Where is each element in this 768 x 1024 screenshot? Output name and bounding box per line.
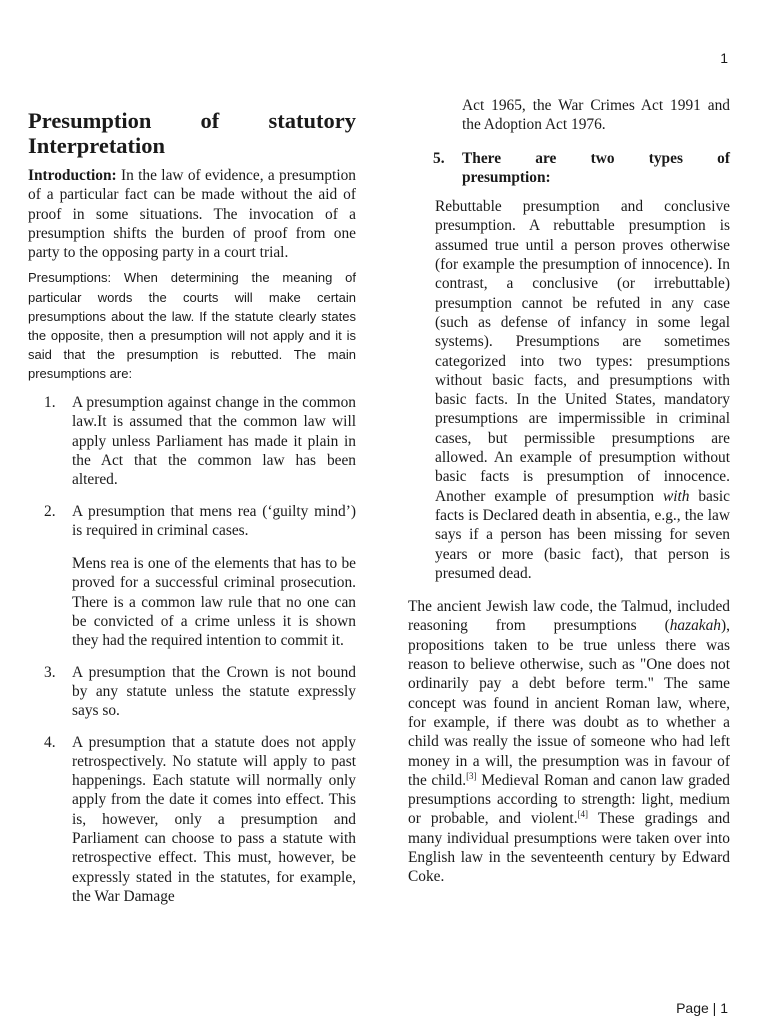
list-item <box>28 733 356 907</box>
heading-word: of <box>717 149 730 167</box>
paragraph-text: ), propositions taken to be true unless there was reason to believe otherwise, such as "One does not ordinarily pay a debt before term." The same concept was found in ancient Roman law, where, for example, if there was doubt as to whether a child was really the issue of someone who had left money in a will, the presumption was in favour of the child. <box>408 617 730 789</box>
paragraph-text: Medieval Roman and canon law graded presumptions according to strength: light, medium or probable, and violent. <box>408 771 730 828</box>
paragraph-text: The ancient Jewish law code, the Talmud, included reasoning from presumptions ( <box>408 598 730 635</box>
list-number: 1. <box>44 394 56 412</box>
heading-word: are <box>535 149 557 167</box>
list-item-text: A presumption that the Crown is not bound by any statute unless the statute expressly says so. <box>72 663 356 720</box>
talmud-paragraph <box>408 597 730 886</box>
footnote-reference[interactable]: [3] <box>466 770 477 781</box>
paragraph-text: Rebuttable presumption and conclusive presumption. A rebuttable presumption is assumed true until a person proves otherwise (for example the presumption of innocence). In contrast, a conclusive (or irrebuttable) presumption cannot be refuted in any case (such as defense of infancy in some legal systems). Presumptions are sometimes categorized into two types: presumptions without basic facts, and presumptions with basic facts. In the United States, mandatory presumptions are impermissible in criminal cases, but permissible presumptions are allowed. An example of presumption without basic facts is presumption of innocence. Another example of presumption <box>435 198 730 505</box>
emphasis-text: hazakah <box>669 617 722 635</box>
presumption-list <box>28 393 356 906</box>
list-number: 4. <box>44 733 56 751</box>
list-item-subparagraph: Mens rea is one of the elements that has to be proved for a successful criminal prosecution. There is a common law rule that no one can be convicted of a crime unless it is shown they had the required intention to commit it. <box>72 555 356 650</box>
title-line-2: Interpretation <box>28 133 166 158</box>
title-line-1 <box>28 108 356 133</box>
emphasis-text: with <box>662 487 690 505</box>
types-heading <box>408 149 730 188</box>
heading-word: types <box>648 149 683 167</box>
types-heading-line-1 <box>462 149 730 168</box>
paragraph-text: basic facts is Declared death in absentia, e.g., the law says if a person has been missing for seven years or more (basic fact), that person is presumed dead. <box>435 487 730 582</box>
list-item <box>28 393 356 489</box>
intro-label: Introduction: <box>28 167 117 184</box>
heading-word: two <box>590 149 615 167</box>
page-footer: Page | 1 <box>676 1000 728 1016</box>
intro-text: In the law of evidence, a presumption of a particular fact can be made without the aid of proof in some situations. The invocation of a presumption shifts the burden of proof from one party to the opposing party in a court trial. <box>28 167 356 262</box>
title-word: of <box>200 108 220 133</box>
presumptions-paragraph: Presumptions: When determining the meaning of particular words the courts will make certain presumptions about the law. If the statute clearly states the opposite, then a presumption will not apply and it is said that the presumption is rebutted. The main presumptions are: <box>28 270 356 381</box>
footnote-reference[interactable]: [4] <box>577 809 589 820</box>
page-number: 1 <box>720 50 728 66</box>
document-title <box>28 108 356 158</box>
list-item-text: A presumption that mens rea (‘guilty mind’) is required in criminal cases. <box>72 502 356 539</box>
list-item-text: A presumption against change in the common law.It is assumed that the common law will apply unless Parliament has made it plain in the Act that the common law has been altered. <box>72 394 356 489</box>
title-word: Presumption <box>28 108 152 133</box>
paragraph-text: These gradings and many individual presumptions were taken over into English law in the seventeenth century by Edward Coke. <box>408 810 730 886</box>
list-number: 3. <box>44 663 56 681</box>
left-column <box>28 108 356 918</box>
heading-word: There <box>462 149 502 167</box>
types-heading-line-2: presumption: <box>462 168 551 186</box>
intro-paragraph <box>28 166 356 262</box>
list-number: 5. <box>433 149 445 167</box>
title-word: statutory <box>268 108 356 133</box>
list-item <box>28 663 356 721</box>
rebuttable-paragraph <box>435 197 730 583</box>
list-item-text: A presumption that a statute does not apply retrospectively. No statute will apply to past happenings. Each statute will normally only apply from the date it comes into effect. This is, however, only a presumption and Parliament can choose to pass a statute with retrospective effect. This must, however, be expressly stated in the statutes, for example, the War Damage <box>72 733 356 905</box>
list-number: 2. <box>44 502 56 520</box>
list-item <box>28 502 356 651</box>
right-column <box>408 96 730 887</box>
list-continuation: Act 1965, the War Crimes Act 1991 and the Adoption Act 1976. <box>462 97 730 134</box>
